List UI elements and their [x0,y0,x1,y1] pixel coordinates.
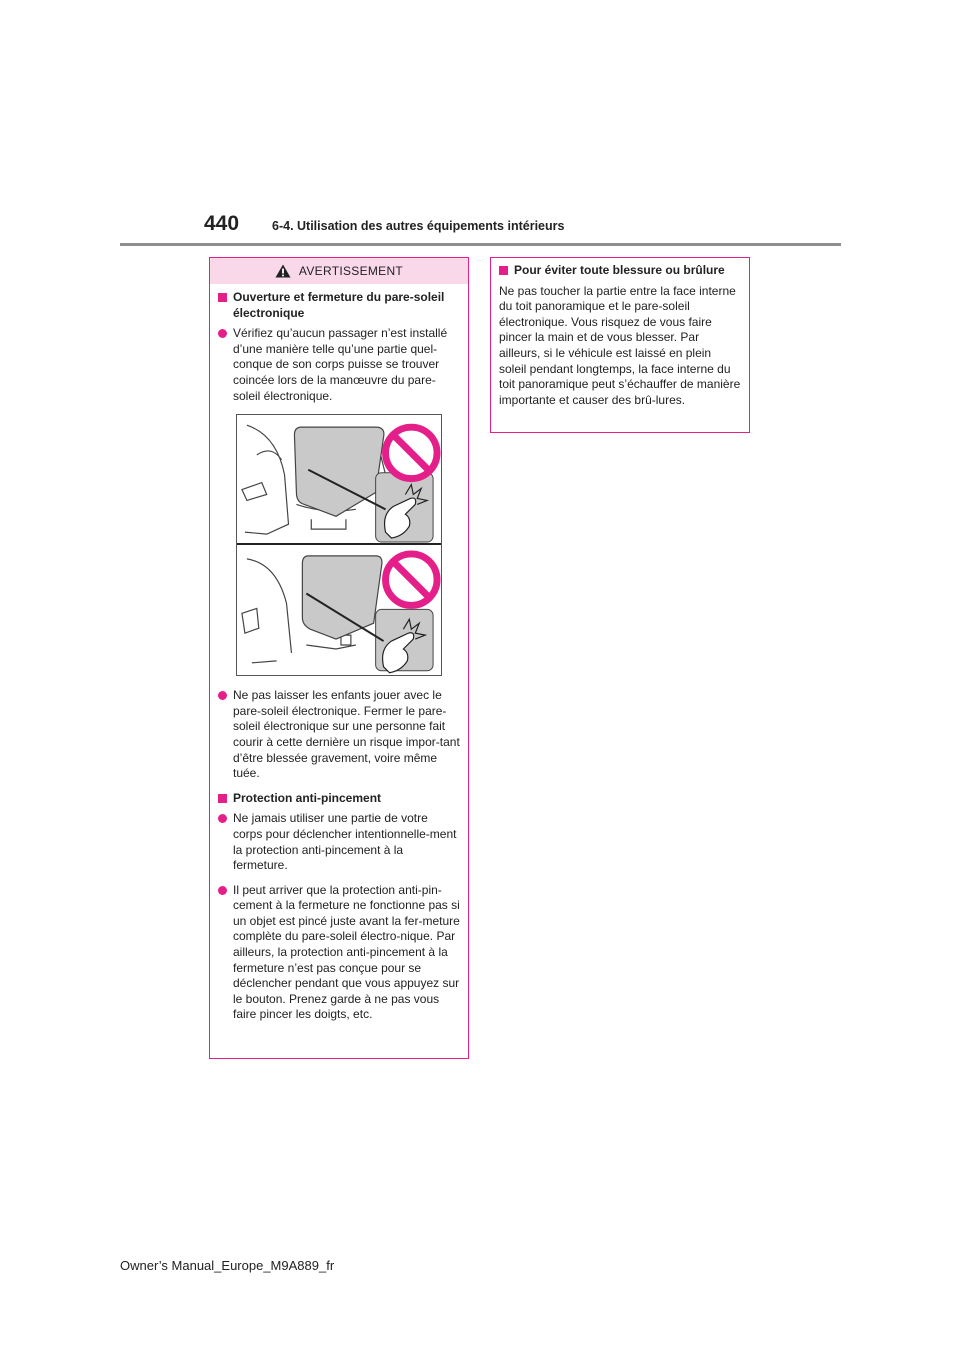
round-bullet-icon [218,814,227,823]
sunshade-pinch-warning-illustration [236,414,442,676]
heading-text: Protection anti-pincement [233,790,382,805]
warning-header [210,258,468,284]
square-bullet-icon [218,794,227,803]
bullet-item [218,326,460,404]
section-heading [218,290,460,321]
bullet-item [218,688,460,782]
round-bullet-icon [218,886,227,895]
header-rule [120,243,841,246]
bullet-item [218,811,460,873]
round-bullet-icon [218,691,227,700]
bullet-item [218,883,460,1023]
square-bullet-icon [499,266,508,275]
square-bullet-icon [218,293,227,302]
section-title: 6-4. Utilisation des autres équipements intérieurs [272,219,565,233]
warning-title: AVERTISSEMENT [298,264,404,278]
heading-text: Pour éviter toute blessure ou brûlure [514,263,725,277]
section-heading [218,791,460,807]
bullet-text: Vérifiez qu’aucun passager n’est installé d’une manière telle qu’une partie quel-conque de son corps puisse se trouver coincée lors de la manœuvre du pare-soleil électronique. [233,326,448,403]
injury-info-box [490,257,750,433]
paragraph-text: Ne pas toucher la partie entre la face interne du toit panoramique et le pare-soleil électronique. Vous risquez de vous faire pincer la main et de vous blesser. Par ailleurs, si le véhicule est laissé en plein soleil pendant longtemps, la face interne du toit panoramique peut s’échauffer de manière importante et causer des brû-lures. [499,283,741,407]
bullet-text: Ne pas laisser les enfants jouer avec le pare-soleil électronique. Fermer le pare-soleil électronique sur une personne fait courir à cette dernière un risque impor-tant d’être blessée gravement, voire même tuée. [233,688,460,781]
heading-text: Ouverture et fermeture du pare-soleil électronique [233,290,445,320]
page-number: 440 [204,212,240,235]
bullet-text: Il peut arriver que la protection anti-pin-cement à la fermeture ne fonctionne pas si un objet est pincé juste avant la fer-meture complète du pare-soleil électro-nique. Par ailleurs, la protection anti-pincement à la fermeture n’est pas conçue pour se déclencher pendant que vous appuyez sur le bouton. Prenez garde à ne pas vous faire pincer les doigts, etc. [233,882,460,1022]
warning-triangle-icon [275,264,291,278]
bullet-text: Ne jamais utiliser une partie de votre corps pour déclencher intentionnelle-ment la protection anti-pincement à la fermeture. [233,811,457,873]
warning-box [209,257,469,1059]
footer-manual-id: Owner’s Manual_Europe_M9A889_fr [120,1258,335,1273]
section-heading [499,263,741,279]
round-bullet-icon [218,329,227,338]
